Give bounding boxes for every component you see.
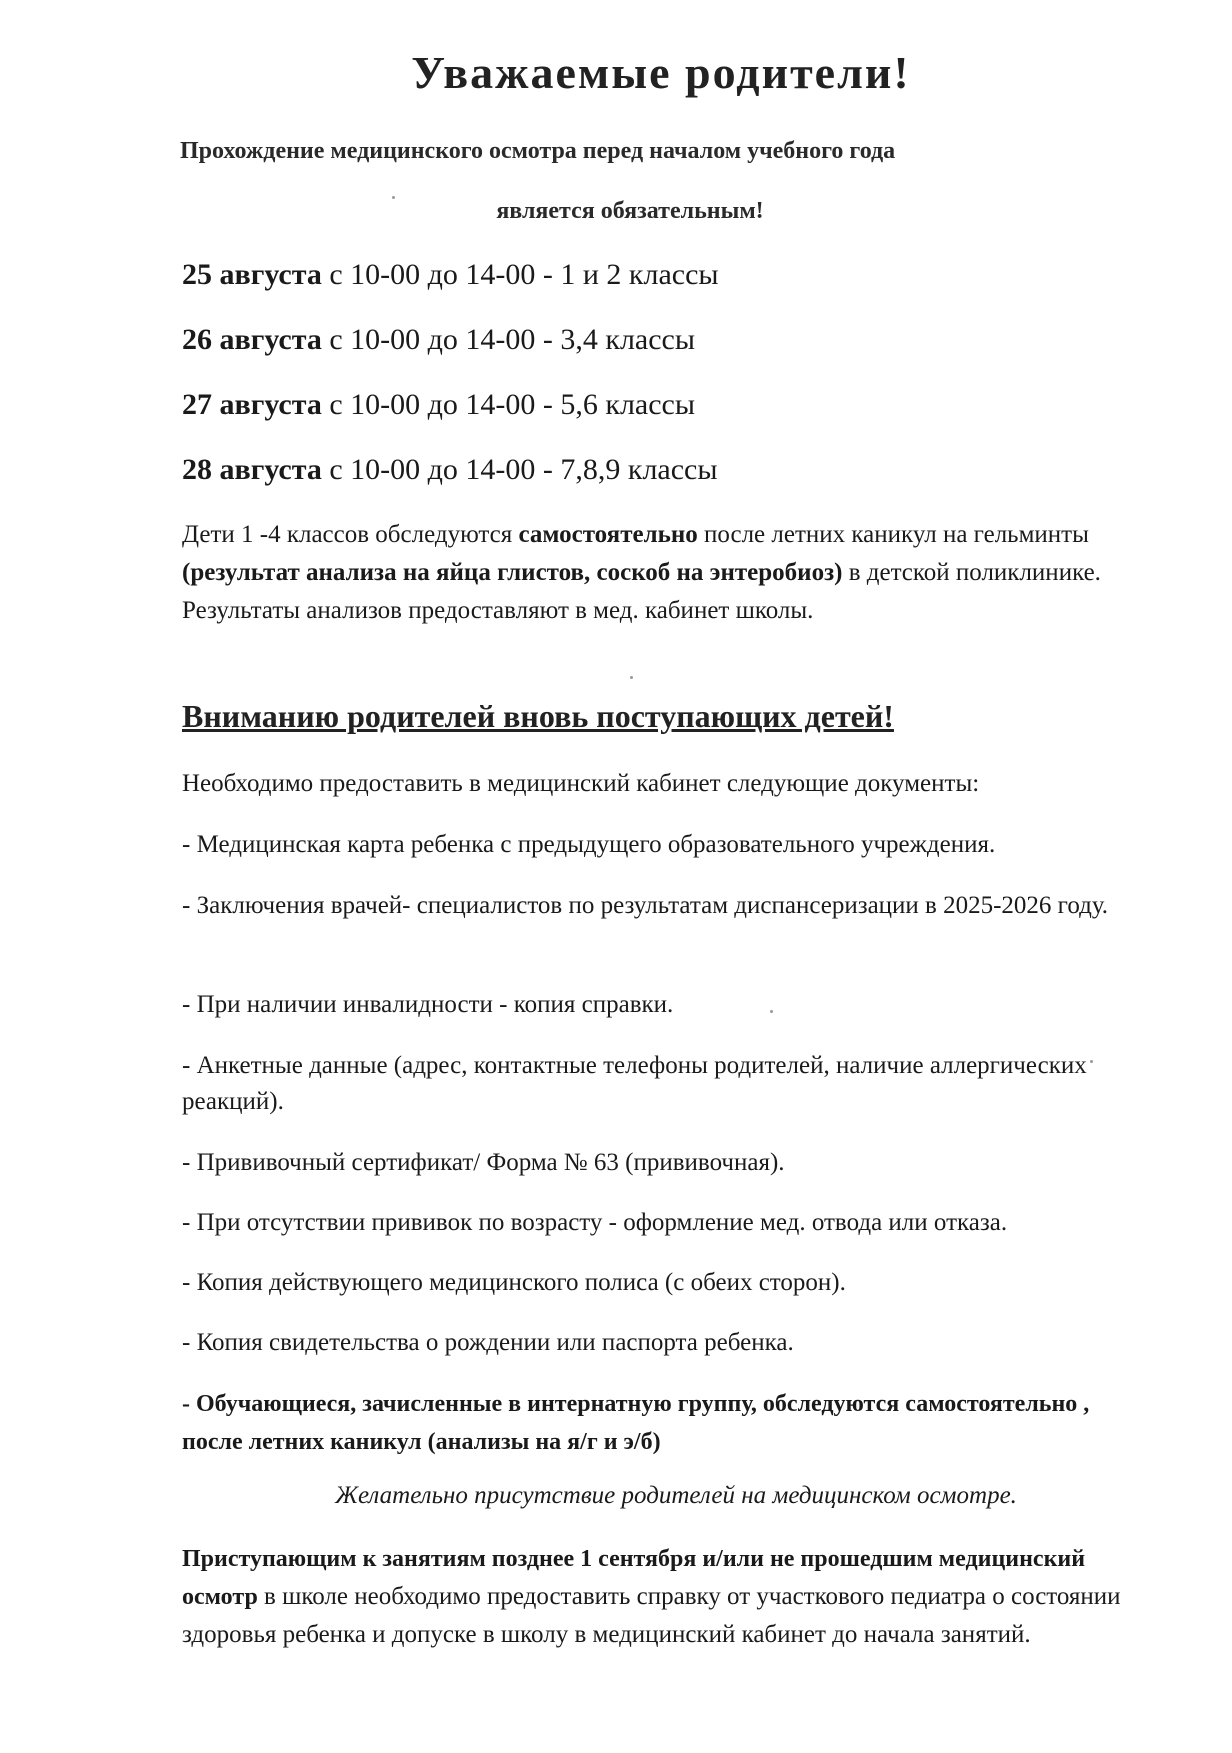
schedule-date: 25 августа bbox=[182, 258, 322, 291]
children-bold-2: (результат анализа на яйца глистов, соскоб на энтеробиоз) bbox=[182, 559, 843, 586]
schedule-time: с 10-00 до 14-00 - 3,4 классы bbox=[321, 323, 696, 356]
children-bold-1: самостоятельно bbox=[518, 521, 698, 548]
list-item: - При наличии инвалидности - копия справки. bbox=[182, 991, 674, 1018]
children-paragraph bbox=[182, 516, 1152, 630]
schedule-date: 27 августа bbox=[182, 388, 322, 421]
scan-speck bbox=[392, 196, 395, 199]
list-item: - Заключения врачей- специалистов по результатам диспансеризации в 2025-2026 году. bbox=[182, 892, 1109, 919]
list-item: - При отсутствии прививок по возрасту - оформление мед. отвода или отказа. bbox=[182, 1209, 1008, 1236]
list-item: - Копия свидетельства о рождении или паспорта ребенка. bbox=[182, 1329, 794, 1356]
scan-speck bbox=[630, 676, 633, 679]
italic-note: Желательно присутствие родителей на медицинском осмотре. bbox=[335, 1482, 1017, 1509]
schedule-time: с 10-00 до 14-00 - 7,8,9 классы bbox=[321, 453, 718, 486]
schedule-line-1 bbox=[182, 258, 719, 292]
list-item: - Медицинская карта ребенка с предыдущего образовательного учреждения. bbox=[182, 831, 996, 858]
subtitle-line-1: Прохождение медицинского осмотра перед началом учебного года bbox=[180, 138, 896, 164]
children-text-2: после летних каникул на гельминты bbox=[697, 521, 1089, 548]
schedule-line-4 bbox=[182, 453, 718, 487]
final-paragraph bbox=[182, 1540, 1122, 1654]
scan-speck bbox=[1090, 1060, 1093, 1063]
final-text: в школе необходимо предоставить справку от участкового педиатра о состоянии здоровья ребенка и допуске в школу в медицинский кабинет до начала занятий. bbox=[182, 1583, 1121, 1648]
list-item: - Копия действующего медицинского полиса (с обеих сторон). bbox=[182, 1269, 846, 1296]
documents-intro: Необходимо предоставить в медицинский кабинет следующие документы: bbox=[182, 770, 980, 797]
schedule-time: с 10-00 до 14-00 - 1 и 2 классы bbox=[321, 258, 719, 291]
subtitle-line-2: является обязательным! bbox=[496, 198, 764, 224]
list-item: - Прививочный сертификат/ Форма № 63 (прививочная). bbox=[182, 1149, 785, 1176]
list-item: - Обучающиеся, зачисленные в интернатную группу, обследуются самостоятельно , после летних каникул (анализы на я/г и э/б) bbox=[182, 1391, 1090, 1455]
scan-speck bbox=[770, 1010, 773, 1013]
schedule-time: с 10-00 до 14-00 - 5,6 классы bbox=[321, 388, 696, 421]
children-text-1: Дети 1 -4 классов обследуются bbox=[182, 521, 519, 548]
section-heading: Вниманию родителей вновь поступающих детей! bbox=[182, 698, 894, 734]
schedule-line-3 bbox=[182, 388, 695, 422]
schedule-date: 26 августа bbox=[182, 323, 322, 356]
children-text-3: в детской поликлинике. Результаты анализов предоставляют в мед. кабинет школы. bbox=[182, 559, 1101, 624]
schedule-date: 28 августа bbox=[182, 453, 322, 486]
schedule-line-2 bbox=[182, 323, 695, 357]
page-title: Уважаемые родители! bbox=[411, 47, 911, 98]
final-bold: Приступающим к занятиям позднее 1 сентября и/или не прошедшим медицинский осмотр bbox=[182, 1546, 1086, 1610]
list-item: - Анкетные данные (адрес, контактные телефоны родителей, наличие аллергических реакций). bbox=[182, 1052, 1087, 1115]
